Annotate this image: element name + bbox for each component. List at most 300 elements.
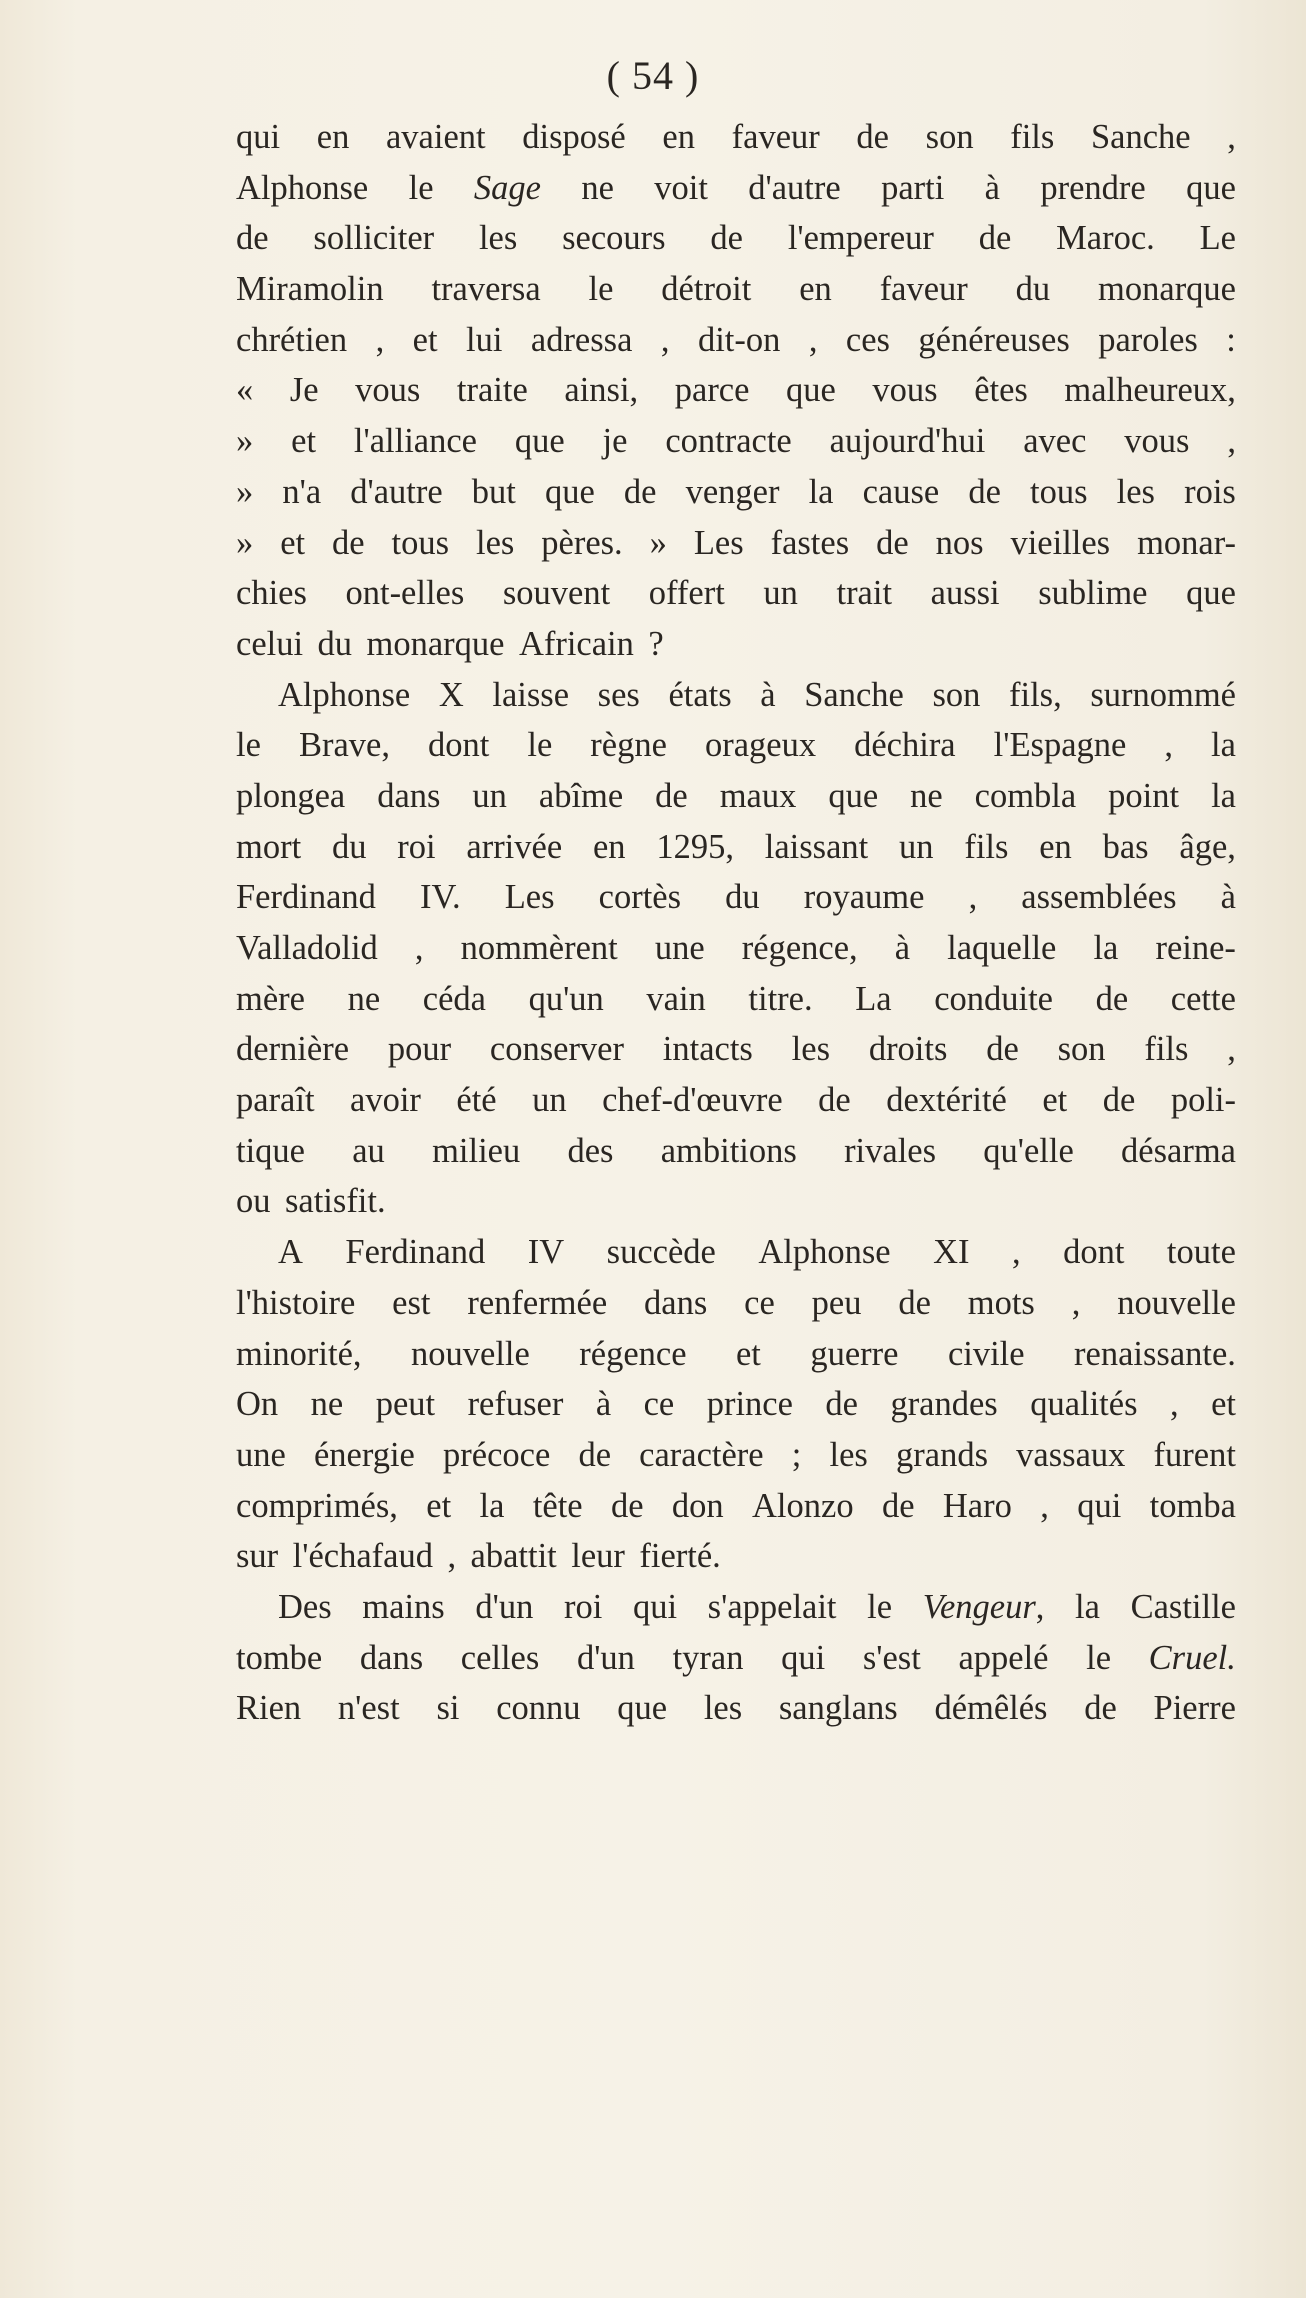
word: tique <box>236 1131 305 1170</box>
word: et <box>291 422 317 461</box>
word: connu <box>496 1689 581 1728</box>
word: son <box>925 118 974 156</box>
word: est <box>392 1283 431 1322</box>
word: de <box>655 776 688 815</box>
word: contracte <box>665 422 792 461</box>
word: cortès <box>598 878 682 917</box>
word: venger <box>685 472 780 511</box>
word: cause <box>862 472 940 511</box>
word: qu'un <box>528 979 604 1018</box>
word: , <box>1169 1385 1179 1424</box>
word: rois <box>1184 472 1236 511</box>
word: paroles <box>1098 320 1198 359</box>
word: Alphonse <box>758 1233 891 1272</box>
word: qui <box>632 1587 678 1626</box>
word: règne <box>590 726 667 765</box>
text-line <box>236 518 1236 569</box>
word: ce <box>744 1283 775 1322</box>
word: combla <box>974 776 1077 815</box>
word: avoir <box>350 1081 421 1120</box>
word: Des <box>278 1587 332 1626</box>
word: ces <box>845 320 890 359</box>
word: laquelle <box>947 929 1057 967</box>
word: les <box>476 523 515 562</box>
word: laisse <box>492 675 570 714</box>
text-line <box>236 213 1236 264</box>
word: Les <box>504 878 555 917</box>
word: caractère <box>639 1435 764 1474</box>
word: en <box>592 827 626 866</box>
word: et <box>735 1334 761 1373</box>
word: de <box>876 523 909 562</box>
word: renfermée <box>467 1283 608 1322</box>
word: don <box>671 1486 724 1525</box>
word: succède <box>606 1233 716 1272</box>
word: monarque <box>366 624 505 663</box>
word: secours <box>562 219 666 258</box>
word: généreuses <box>918 320 1070 359</box>
word: qui <box>236 118 281 156</box>
word: malheureux, <box>1064 371 1236 410</box>
word: comprimés, <box>236 1486 398 1525</box>
word: peut <box>375 1385 436 1424</box>
word: dans <box>359 1638 424 1677</box>
word: l'Espagne <box>993 726 1127 765</box>
word: peu <box>811 1283 862 1322</box>
word: maux <box>719 776 797 815</box>
word: : <box>1226 320 1236 359</box>
word: offert <box>648 574 725 613</box>
word: abattit <box>470 1537 557 1576</box>
text-line <box>236 1075 1236 1126</box>
word: et <box>412 320 438 359</box>
word: Cruel. <box>1148 1638 1236 1677</box>
word: » <box>236 472 254 511</box>
word: le <box>867 1587 893 1626</box>
word: dont <box>427 726 490 765</box>
word: A <box>278 1233 303 1272</box>
word: poli- <box>1170 1081 1236 1120</box>
word: parti <box>881 168 945 207</box>
word: leur <box>571 1537 625 1576</box>
word: détroit <box>661 270 752 309</box>
word: le <box>527 726 553 765</box>
word: s'appelait <box>707 1587 837 1626</box>
word: 1295, <box>656 827 734 866</box>
word: l'alliance <box>353 422 477 461</box>
word: s'est <box>862 1638 921 1677</box>
word: prendre <box>1040 168 1146 207</box>
word: les <box>791 1030 830 1069</box>
word: chies <box>236 574 307 613</box>
text-line <box>236 1683 1236 1734</box>
word: prince <box>706 1385 793 1424</box>
word: , <box>1164 726 1173 765</box>
word: Je <box>289 371 319 410</box>
word: tous <box>391 523 450 562</box>
text-line <box>236 315 1236 366</box>
word: mots <box>967 1283 1035 1322</box>
word: « <box>236 371 254 410</box>
word: La <box>855 979 892 1018</box>
text-line <box>236 1430 1236 1481</box>
word: nouvelle <box>1117 1283 1236 1322</box>
word: cette <box>1170 979 1236 1018</box>
word: roi <box>563 1587 603 1626</box>
text-line <box>236 1329 1236 1380</box>
word: fils, <box>1009 675 1062 714</box>
word: parce <box>674 371 750 410</box>
word: civile <box>947 1334 1025 1373</box>
word: de <box>881 1486 915 1525</box>
word: été <box>456 1081 497 1120</box>
word: fils <box>1144 1030 1189 1069</box>
word: nos <box>935 523 984 562</box>
text-line <box>236 1176 1236 1227</box>
word: les <box>703 1689 743 1728</box>
word: la <box>1211 776 1236 815</box>
text-line <box>236 872 1236 923</box>
word: et <box>1042 1081 1068 1120</box>
word: tomba <box>1149 1486 1236 1525</box>
word: que <box>514 422 565 461</box>
word: son <box>1057 1030 1106 1069</box>
word: n'a <box>282 472 322 511</box>
word: Sanche <box>1090 118 1191 156</box>
word: que <box>828 776 879 815</box>
word: sur <box>236 1537 279 1576</box>
word: ne <box>910 776 943 815</box>
word: pères. <box>541 523 623 562</box>
word: , <box>1071 1283 1081 1322</box>
word: du <box>331 827 367 866</box>
word: Castille <box>1130 1587 1236 1626</box>
word: de <box>623 472 657 511</box>
word: de <box>986 1030 1019 1069</box>
word: reine- <box>1155 929 1236 967</box>
word: la <box>479 1486 505 1525</box>
word: Alphonse <box>236 168 369 207</box>
word: et <box>426 1486 452 1525</box>
word: point <box>1108 776 1180 815</box>
word: renaissante. <box>1074 1334 1236 1373</box>
text-line <box>236 163 1236 214</box>
word: de <box>818 1081 851 1120</box>
word: Pierre <box>1153 1689 1236 1728</box>
word: dernière <box>236 1030 350 1069</box>
word: Alphonse <box>278 675 411 714</box>
word: appelé <box>958 1638 1049 1677</box>
word: royaume <box>803 878 925 917</box>
word: Le <box>1199 219 1236 258</box>
word: ambitions <box>660 1131 797 1170</box>
word: de <box>332 523 365 562</box>
word: , <box>447 1537 457 1576</box>
word: son <box>932 675 981 714</box>
word: , <box>1011 1233 1021 1272</box>
word: ? <box>648 624 664 663</box>
word: en <box>316 118 350 156</box>
word: un <box>532 1081 567 1120</box>
word: de <box>978 219 1012 258</box>
word: dans <box>644 1283 708 1322</box>
text-line <box>236 1126 1236 1177</box>
word: Ferdinand <box>236 878 376 917</box>
word: , <box>1227 1030 1236 1069</box>
text-line <box>236 365 1236 416</box>
word: Haro <box>942 1486 1012 1525</box>
word: le <box>408 168 434 207</box>
word: précoce <box>443 1435 551 1474</box>
text-line <box>236 822 1236 873</box>
word: mort <box>236 827 302 866</box>
word: à <box>1220 878 1236 917</box>
word: d'un <box>475 1587 534 1626</box>
text-line <box>236 112 1236 163</box>
word: , <box>808 320 818 359</box>
word: de <box>1084 1689 1117 1728</box>
word: de <box>968 472 1001 511</box>
word: ou <box>236 1182 271 1221</box>
word: chrétien <box>236 320 348 359</box>
word: toute <box>1166 1233 1236 1272</box>
word: fils <box>1010 118 1055 156</box>
word: êtes <box>974 371 1028 410</box>
word: les <box>478 219 518 258</box>
text-line <box>236 1227 1236 1278</box>
word: âge, <box>1179 827 1236 866</box>
text-line <box>236 467 1236 518</box>
word: nouvelle <box>411 1334 530 1373</box>
word: avec <box>1023 422 1087 461</box>
word: fierté. <box>639 1537 721 1576</box>
word: On <box>236 1385 279 1424</box>
word: ainsi, <box>564 371 639 410</box>
word: vieilles <box>1010 523 1111 562</box>
word: roi <box>397 827 436 866</box>
word: ne <box>310 1385 344 1424</box>
word: sanglans <box>778 1689 898 1728</box>
word: satisfit. <box>284 1182 386 1221</box>
word: adressa <box>530 320 633 359</box>
word: » <box>649 523 667 562</box>
word: tous <box>1030 472 1088 511</box>
word: mains <box>362 1587 445 1626</box>
word: celui <box>236 624 304 663</box>
word: assemblées <box>1021 878 1177 917</box>
word: vain <box>646 979 706 1018</box>
text-line <box>236 1024 1236 1075</box>
word: solliciter <box>313 219 435 258</box>
word: n'est <box>337 1689 400 1728</box>
word: ce <box>643 1385 675 1424</box>
word: que <box>1186 168 1236 207</box>
word: » <box>236 523 254 562</box>
word: dit-on <box>697 320 781 359</box>
word: ont-elles <box>345 574 465 613</box>
word: qui <box>1077 1486 1122 1525</box>
word: de <box>898 1283 931 1322</box>
word: d'autre <box>350 472 443 511</box>
word: traite <box>456 371 528 410</box>
word: états <box>668 675 732 714</box>
word: à <box>760 675 776 714</box>
word: conduite <box>934 979 1053 1018</box>
word: refuser <box>467 1385 564 1424</box>
word: souvent <box>502 574 611 613</box>
word: d'un <box>576 1638 635 1677</box>
word: le <box>236 726 261 765</box>
word: minorité, <box>236 1334 362 1373</box>
word: au <box>352 1131 385 1170</box>
word: vous <box>1124 422 1190 461</box>
word: monarque <box>1098 270 1236 309</box>
word: des <box>567 1131 614 1170</box>
word: fastes <box>770 523 850 562</box>
word: tête <box>532 1486 583 1525</box>
word: X <box>438 675 464 714</box>
word: régence, <box>741 929 858 967</box>
word: la <box>1075 1587 1100 1626</box>
word: qu'elle <box>983 1131 1074 1170</box>
word: rivales <box>844 1131 937 1170</box>
word: Maroc. <box>1056 219 1155 258</box>
word: de <box>710 219 743 258</box>
word: de <box>578 1435 612 1474</box>
word: grandes <box>890 1385 998 1424</box>
word: désarma <box>1121 1131 1236 1170</box>
text-line <box>236 1633 1236 1684</box>
word: aujourd'hui <box>829 422 986 461</box>
word: conserver <box>489 1030 624 1069</box>
word: IV <box>527 1233 565 1272</box>
word: but <box>471 472 516 511</box>
word: de <box>1102 1081 1136 1120</box>
word: un <box>472 776 507 815</box>
word: du <box>1015 270 1051 309</box>
word: que <box>544 472 595 511</box>
word: une <box>236 1435 286 1474</box>
word: déchira <box>854 726 956 765</box>
word: les <box>1116 472 1155 511</box>
text-line <box>236 1531 1236 1582</box>
word: qualités <box>1030 1385 1138 1424</box>
word: IV. <box>420 878 461 917</box>
word: de <box>610 1486 644 1525</box>
text-line <box>236 416 1236 467</box>
text-line <box>236 923 1236 974</box>
word: je <box>602 422 628 461</box>
word: lui <box>466 320 503 359</box>
word: les <box>829 1435 868 1474</box>
word: d'autre <box>748 168 841 207</box>
word: furent <box>1153 1435 1236 1474</box>
word: Les <box>693 523 744 562</box>
word: dextérité <box>886 1081 1007 1120</box>
word: Rien <box>236 1689 302 1728</box>
word: tyran <box>672 1638 744 1677</box>
word: de <box>825 1385 858 1424</box>
word: l'échafaud <box>292 1537 433 1576</box>
word: trait <box>836 574 893 613</box>
word: celles <box>460 1638 540 1677</box>
word: la <box>1211 726 1236 765</box>
word: Ferdinand <box>345 1233 486 1272</box>
word: vous <box>355 371 421 410</box>
word: » <box>236 422 254 461</box>
word: le <box>588 270 614 309</box>
word: faveur <box>879 270 968 309</box>
word: orageux <box>704 726 817 765</box>
word: en <box>799 270 832 309</box>
word: XI <box>933 1233 970 1272</box>
text-line <box>236 1481 1236 1532</box>
word: avaient <box>385 118 486 156</box>
word: l'empereur <box>787 219 934 258</box>
word: que <box>1186 574 1236 613</box>
word: du <box>317 624 353 663</box>
text-line <box>236 720 1236 771</box>
word: vassaux <box>1016 1435 1126 1474</box>
word: mère <box>236 979 305 1018</box>
word: dont <box>1063 1233 1125 1272</box>
word: énergie <box>313 1435 415 1474</box>
word: arrivée <box>466 827 563 866</box>
word: intacts <box>662 1030 753 1069</box>
word: ne <box>581 168 614 207</box>
word: de <box>236 219 269 258</box>
word: traversa <box>431 270 541 309</box>
word: faveur <box>731 118 820 156</box>
word: , <box>660 320 670 359</box>
word: que <box>786 371 836 410</box>
word: un <box>763 574 798 613</box>
word: Vengeur, <box>922 1587 1045 1626</box>
text-line <box>236 619 1236 670</box>
word: laissant <box>764 827 869 866</box>
text-line <box>236 264 1236 315</box>
word: ; <box>791 1435 802 1474</box>
text-line <box>236 670 1236 721</box>
word: droits <box>868 1030 948 1069</box>
word: l'histoire <box>236 1283 356 1322</box>
text-line <box>236 771 1236 822</box>
word: le <box>1086 1638 1112 1677</box>
word: céda <box>422 979 486 1018</box>
word: et <box>1211 1385 1236 1424</box>
word: démêlés <box>934 1689 1048 1728</box>
word: si <box>436 1689 460 1728</box>
word: et <box>280 523 306 562</box>
word: Sage <box>473 168 541 207</box>
text-line <box>236 974 1236 1025</box>
word: abîme <box>538 776 624 815</box>
word: aussi <box>930 574 1000 613</box>
text-line <box>236 1278 1236 1329</box>
body-text <box>236 112 1236 1734</box>
word: la <box>808 472 834 511</box>
word: Alonzo <box>752 1486 854 1525</box>
word: disposé <box>522 118 626 156</box>
word: vous <box>872 371 938 410</box>
word: milieu <box>432 1131 521 1170</box>
text-line <box>236 1582 1236 1633</box>
word: de <box>1095 979 1129 1018</box>
word: , <box>414 929 424 967</box>
word: régence <box>579 1334 687 1373</box>
word: , <box>1227 422 1236 461</box>
word: Brave, <box>298 726 390 765</box>
